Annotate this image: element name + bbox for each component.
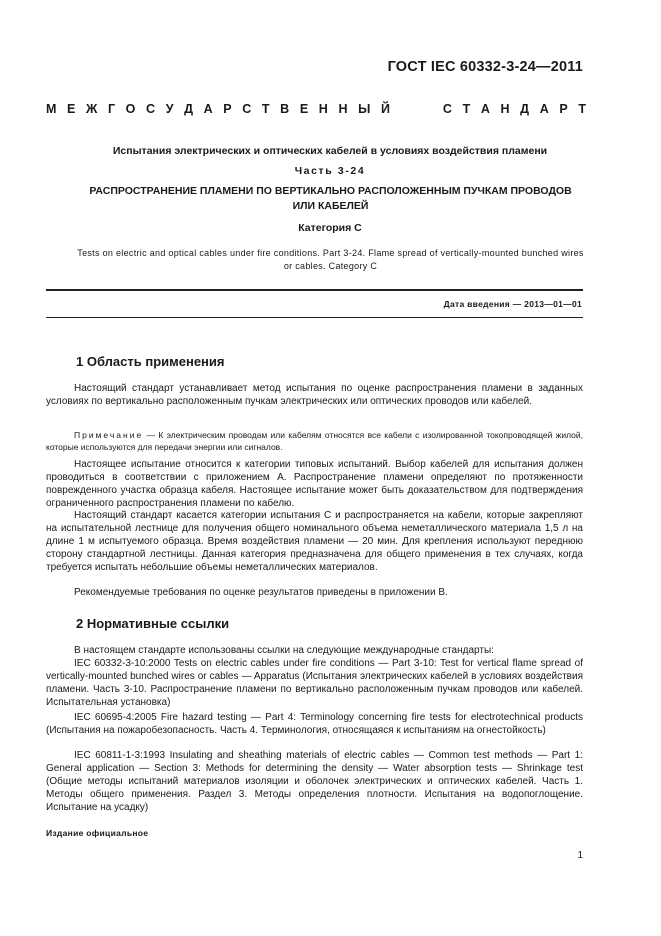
section-2-p1-text: В настоящем стандарте использованы ссылки на следующие международные стандарты: [74,645,494,656]
interstate-letter: М [46,102,57,116]
section-1-paragraph [46,382,583,408]
interstate-letter: С [146,102,156,116]
interstate-letter: Е [299,102,309,116]
normative-reference [46,657,583,709]
interstate-letter: О [125,102,136,116]
interstate-letter: Ы [358,102,371,116]
page-number: 1 [577,850,583,861]
title-subtitle [55,184,606,214]
interstate-letter: Р [559,102,568,116]
interstate-letter: Т [462,102,471,116]
title-russian: Испытания электрических и оптических кабелей в условиях воздействия пламени [112,145,548,157]
section-1-paragraph [46,458,583,510]
section-1-heading: 1 Область применения [76,354,225,369]
interstate-letter: Д [184,102,193,116]
subtitle-line-1: РАСПРОСТРАНЕНИЕ ПЛАМЕНИ ПО ВЕРТИКАЛЬНО РАСПОЛОЖЕННЫМ ПУЧКАМ ПРОВОДОВ [89,185,572,197]
interstate-letter: А [539,102,549,116]
official-edition-label: Издание официальное [46,828,149,838]
interstate-letter: А [480,102,490,116]
note-label: Примечание [74,430,144,440]
title-part: Часть 3-24 [294,165,366,177]
title-english-line-1: Tests on electric and optical cables under fire conditions. Part 3-24. Flame spread of vertically-mounted bunched wires [77,248,584,258]
interstate-letter: Д [520,102,530,116]
reference-3-text: IEC 60811-1-3:1993 Insulating and sheathing materials of electric cables — Common test methods — Part 1: General application — Section 3: Methods for determining the density — Water absorption tests — Shrinkage test (Общие методы испытаний материалов изоляции и оболочек электрических и оптических кабелей. Часть 1. Методы общего применения. Раздел 3. Методы определения плотности. Испытания на водопоглощение. Испытание на усадку) [46,750,583,813]
interstate-letter: Р [223,102,232,116]
interstate-standard-heading [46,102,586,116]
section-1-p4-text: Рекомендуемые требования по оценке результатов приведены в приложении В. [74,587,448,598]
divider-rule-thin [46,317,583,318]
interstate-letter: Н [500,102,510,116]
reference-2-text: IEC 60695-4:2005 Fire hazard testing — Part 4: Terminology concerning fire tests for electrotechnical products (Испытания на пожаробезопасность. Часть 4. Терминология, относящаяся к испытаниям на огнестойкость) [46,712,583,736]
interstate-letter: Т [261,102,270,116]
note-text: — К электрическим проводам или кабелям относятся все кабели с изолированной токопроводящей жилой, которые используются для передачи энергии или сигналов. [46,430,583,452]
interstate-letter: Г [107,102,116,116]
interstate-letter: Н [338,102,348,116]
section-1-paragraph [46,509,583,574]
interstate-letter: С [442,102,452,116]
interstate-letter: Е [67,102,76,116]
section-1-p1-text: Настоящий стандарт устанавливает метод испытания по оценке распространения пламени в заданных условиях по вертикально расположенным пучкам электрических или оптических проводов или кабелей. [46,383,583,407]
interstate-letter: В [280,102,290,116]
normative-reference [46,711,583,737]
interstate-letter [401,102,404,116]
interstate-letter [415,102,418,116]
interstate-letter: Й [380,102,390,116]
section-1-paragraph [46,586,583,599]
interstate-letter: Ж [86,102,98,116]
section-1-note [46,429,583,453]
interstate-letter [429,102,432,116]
section-2-paragraph [46,644,583,657]
divider-rule [46,289,583,291]
introduction-date: Дата введения — 2013—01—01 [443,299,582,309]
title-category: Категория С [298,222,362,234]
interstate-letter: Т [578,102,586,116]
title-english [44,247,617,273]
section-1-p3-text: Настоящий стандарт касается категории испытания С и распространяется на кабели, которые закрепляют на испытательной лестнице для получения общего номинального объема неметаллического материала 1,5 л на длине 1 м испытуемого образца. Время воздействия пламени — 20 мин. Для крепления используют переднюю сторону стандартной лестницы. Данная категория предназначена для общего применения в тех случаях, когда требуется испытать небольшие объемы неметаллических материалов. [46,510,583,573]
interstate-letter: Н [318,102,328,116]
document-code: ГОСТ IEC 60332-3-24—2011 [387,59,583,75]
section-2-heading: 2 Нормативные ссылки [76,616,230,631]
subtitle-line-2: ИЛИ КАБЕЛЕЙ [292,200,369,212]
interstate-letter: У [165,102,174,116]
title-english-line-2: or cables. Category C [283,261,378,271]
normative-reference [46,749,583,814]
reference-1-text: IEC 60332-3-10:2000 Tests on electric cables under fire conditions — Part 3-10: Test for vertical flame spread of vertically-mounted bunched wires or cables — Apparatus (Испытания электрических кабелей в условиях воздействия пламени. Часть 3-10. Распространение пламени по вертикально расположенным пучкам проводов или кабелей. Испытательная установка) [46,658,583,708]
interstate-letter: А [203,102,213,116]
interstate-letter: С [242,102,252,116]
section-1-p2-text: Настоящее испытание относится к категории типовых испытаний. Выбор кабелей для испытания должен проводиться в соответствии с приложением А. Распространение пламени определяют по протяженности поврежденного участка образца кабеля. Настоящее испытание может быть доказательством для подтверждения ограниченного распространения пламени по кабелю. [46,459,583,509]
